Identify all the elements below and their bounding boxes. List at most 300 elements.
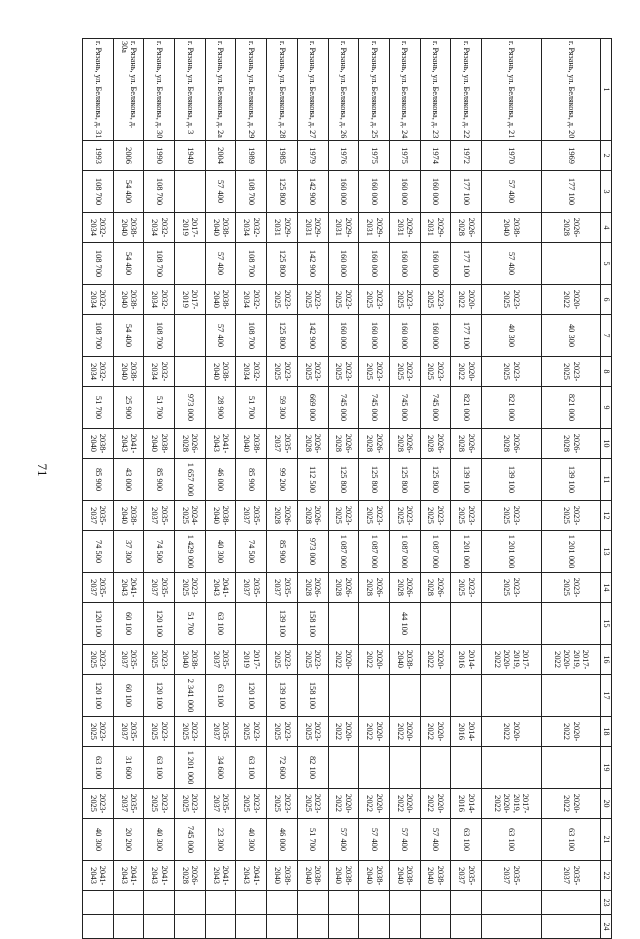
address-cell: г. Рязань, ул. Белякова, д. 27	[297, 39, 328, 141]
table-cell	[328, 675, 359, 717]
table-row	[236, 39, 267, 939]
table-cell: 51 700	[83, 387, 114, 429]
table-cell	[389, 891, 420, 915]
table-cell: 108 700	[83, 243, 114, 285]
table-cell	[451, 603, 482, 645]
table-cell: 40 300	[205, 531, 236, 573]
table-cell: 25 900	[113, 387, 144, 429]
table-cell: 2020-2022	[451, 357, 482, 387]
table-cell: 2041-2043	[205, 861, 236, 891]
table-cell	[83, 915, 114, 939]
table-cell	[481, 891, 541, 915]
table-cell: 2020-2022	[328, 789, 359, 819]
table-cell: 2023-2025	[389, 285, 420, 315]
table-cell: 2006	[113, 141, 144, 171]
column-number-20: 20	[601, 789, 612, 819]
column-number-17: 17	[601, 675, 612, 717]
table-cell: 2026-2028	[297, 573, 328, 603]
table-cell: 2032-2034	[144, 285, 175, 315]
table-row	[175, 39, 206, 939]
table-cell	[481, 747, 541, 789]
address-cell: г. Рязань, ул. Белякова, д. 30	[144, 39, 175, 141]
table-cell: 2035-2037	[267, 429, 298, 459]
table-cell: 2014-2016	[451, 645, 482, 675]
table-cell	[359, 603, 390, 645]
table-cell: 40 300	[481, 315, 541, 357]
table-cell: 51 700	[236, 387, 267, 429]
table-cell: 74 500	[83, 531, 114, 573]
table-cell: 63 100	[205, 675, 236, 717]
table-cell: 2041-2043	[144, 861, 175, 891]
table-cell: 2020-2022	[451, 285, 482, 315]
table-cell: 1993	[83, 141, 114, 171]
address-cell: г. Рязань, ул. Белякова, д. 22	[451, 39, 482, 141]
table-cell: 85 900	[83, 459, 114, 501]
address-cell: г. Рязань, ул. Белякова, д. 2а	[205, 39, 236, 141]
table-cell: 57 400	[389, 819, 420, 861]
table-cell	[420, 891, 451, 915]
table-cell: 2026-2028	[541, 429, 601, 459]
table-cell: 63 100	[236, 747, 267, 789]
table-cell	[359, 915, 390, 939]
table-cell: 2032-2034	[83, 285, 114, 315]
table-cell	[541, 915, 601, 939]
table-cell: 160 000	[420, 243, 451, 285]
table-cell: 2020-2022	[359, 645, 390, 675]
table-cell	[541, 603, 601, 645]
table-cell: 177 100	[451, 243, 482, 285]
table-cell: 2023-2025	[297, 789, 328, 819]
table-cell: 2038-2040	[175, 645, 206, 675]
table-cell: 158 100	[297, 675, 328, 717]
table-cell: 2020-2022	[420, 789, 451, 819]
table-row	[328, 39, 359, 939]
table-cell: 2026-2028	[175, 861, 206, 891]
table-cell: 40 300	[144, 819, 175, 861]
table-cell: 2035-2037	[451, 861, 482, 891]
table-cell: 1 201 000	[481, 531, 541, 573]
table-cell	[175, 357, 206, 387]
table-row	[144, 39, 175, 939]
table-cell: 120 100	[83, 675, 114, 717]
address-cell: г. Рязань, ул. Белякова, д. 29	[236, 39, 267, 141]
column-number-row	[601, 39, 612, 939]
table-cell: 2024-2025	[175, 501, 206, 531]
table-cell: 74 500	[236, 531, 267, 573]
table-cell	[175, 243, 206, 285]
table-cell: 2023-2025	[175, 717, 206, 747]
table-cell	[451, 915, 482, 939]
table-cell	[175, 915, 206, 939]
table-cell: 745 000	[328, 387, 359, 429]
column-number-3: 3	[601, 171, 612, 213]
table-cell: 2035-2037	[83, 501, 114, 531]
table-cell: 2041-2043	[205, 429, 236, 459]
table-cell: 1989	[236, 141, 267, 171]
table-cell: 57 400	[205, 315, 236, 357]
table-cell: 57 400	[420, 819, 451, 861]
column-number-22: 22	[601, 861, 612, 891]
table-cell: 1969	[541, 141, 601, 171]
table-cell: 74 500	[144, 531, 175, 573]
table-cell: 2020-2022	[328, 645, 359, 675]
table-cell: 160 000	[389, 171, 420, 213]
table-cell: 54 400	[113, 315, 144, 357]
table-cell: 2032-2034	[83, 357, 114, 387]
column-number-18: 18	[601, 717, 612, 747]
table-cell: 2020-2022	[389, 717, 420, 747]
column-number-1: 1	[601, 39, 612, 141]
table-cell: 59 300	[267, 387, 298, 429]
table-cell: 1 201 000	[175, 747, 206, 789]
column-number-24: 24	[601, 915, 612, 939]
table-cell: 2023-2025	[481, 285, 541, 315]
table-cell	[175, 171, 206, 213]
table-cell: 108 700	[236, 315, 267, 357]
table-cell: 973 000	[175, 387, 206, 429]
table-cell	[205, 915, 236, 939]
table-cell	[420, 675, 451, 717]
column-number-10: 10	[601, 429, 612, 459]
table-cell: 2041-2043	[205, 573, 236, 603]
table-cell: 2023-2025	[144, 645, 175, 675]
table-cell: 2041-2043	[236, 861, 267, 891]
table-cell: 44 100	[389, 603, 420, 645]
table-cell: 745 000	[175, 819, 206, 861]
table-cell: 1970	[481, 141, 541, 171]
table-cell: 2026-2028	[451, 429, 482, 459]
table-cell: 63 100	[205, 603, 236, 645]
table-cell: 2029-2031	[359, 213, 390, 243]
table-cell: 2035-2037	[541, 861, 601, 891]
table-cell: 2032-2034	[236, 357, 267, 387]
table-cell	[451, 747, 482, 789]
column-number-13: 13	[601, 531, 612, 573]
table-cell: 139 100	[541, 459, 601, 501]
table-row	[83, 39, 114, 939]
table-cell: 177 100	[541, 171, 601, 213]
address-cell: г. Рязань, ул. Белякова, д. 21	[481, 39, 541, 141]
table-cell: 2038-2040	[420, 861, 451, 891]
table-cell: 63 100	[144, 747, 175, 789]
table-cell: 51 700	[144, 387, 175, 429]
table-cell: 43 000	[113, 459, 144, 501]
table-cell: 63 100	[451, 819, 482, 861]
table-row	[205, 39, 236, 939]
table-cell: 125 800	[267, 171, 298, 213]
table-cell	[420, 603, 451, 645]
table-cell: 2038-2040	[236, 429, 267, 459]
table-cell	[541, 675, 601, 717]
table-row	[267, 39, 298, 939]
table-cell	[328, 603, 359, 645]
address-cell: г. Рязань, ул. Белякова, д. 25	[359, 39, 390, 141]
table-cell: 160 000	[328, 171, 359, 213]
table-cell: 2026-2028	[541, 213, 601, 243]
table-cell: 23 300	[205, 819, 236, 861]
table-cell: 63 100	[83, 747, 114, 789]
table-cell: 2029-2031	[267, 213, 298, 243]
table-cell	[541, 891, 601, 915]
table-cell: 108 700	[144, 243, 175, 285]
table-cell: 2020-2022	[541, 789, 601, 819]
table-cell: 2020-2022	[328, 717, 359, 747]
table-cell: 669 000	[297, 387, 328, 429]
table-cell: 2038-2040	[328, 861, 359, 891]
table-cell: 40 300	[83, 819, 114, 861]
table-body	[83, 39, 602, 939]
table-cell: 2041-2043	[113, 573, 144, 603]
table-cell: 2020-2022	[420, 717, 451, 747]
table-cell: 2020-2022	[359, 789, 390, 819]
table-cell: 1 657 000	[175, 459, 206, 501]
column-number-16: 16	[601, 645, 612, 675]
table-cell: 34 600	[205, 747, 236, 789]
table-cell: 85 900	[236, 459, 267, 501]
table-cell: 2023-2025	[267, 357, 298, 387]
column-number-15: 15	[601, 603, 612, 645]
table-cell: 1 429 000	[175, 531, 206, 573]
column-number-11: 11	[601, 459, 612, 501]
table-cell: 31 600	[113, 747, 144, 789]
table-cell	[541, 243, 601, 285]
table-cell: 2017-2019, 2020-2022	[481, 645, 541, 675]
data-table	[82, 38, 612, 939]
table-cell: 821 000	[451, 387, 482, 429]
table-cell: 160 000	[389, 243, 420, 285]
table-cell: 2023-2025	[297, 645, 328, 675]
table-cell: 40 300	[236, 819, 267, 861]
table-cell: 2038-2040	[113, 501, 144, 531]
table-cell: 2035-2037	[144, 573, 175, 603]
table-cell: 2023-2025	[359, 501, 390, 531]
table-row	[420, 39, 451, 939]
table-cell: 2038-2040	[144, 429, 175, 459]
table-cell: 160 000	[328, 243, 359, 285]
rotated-table-area	[82, 38, 612, 931]
table-cell	[481, 915, 541, 939]
table-cell: 2038-2040	[481, 213, 541, 243]
table-cell: 2026-2028	[481, 429, 541, 459]
table-cell: 125 800	[420, 459, 451, 501]
table-cell: 745 000	[359, 387, 390, 429]
table-cell: 2017-2019	[175, 213, 206, 243]
table-cell: 2026-2028	[359, 429, 390, 459]
table-cell: 37 300	[113, 531, 144, 573]
table-cell: 2023-2025	[541, 573, 601, 603]
table-cell: 2026-2028	[328, 429, 359, 459]
column-number-19: 19	[601, 747, 612, 789]
table-cell: 2035-2037	[481, 861, 541, 891]
table-cell: 160 000	[359, 315, 390, 357]
table-cell: 2023-2025	[420, 285, 451, 315]
table-cell	[175, 891, 206, 915]
table-cell: 2032-2034	[236, 213, 267, 243]
table-cell: 120 100	[144, 675, 175, 717]
table-cell: 2014-2016	[451, 717, 482, 747]
table-cell: 2035-2037	[113, 789, 144, 819]
address-cell: г. Рязань, ул. Белякова, д. 24	[389, 39, 420, 141]
table-cell: 2026-2028	[420, 573, 451, 603]
table-cell: 54 400	[113, 243, 144, 285]
page-number: 71	[35, 463, 50, 477]
table-cell	[389, 747, 420, 789]
table-cell	[389, 675, 420, 717]
table-cell: 2041-2043	[113, 861, 144, 891]
table-cell: 120 100	[83, 603, 114, 645]
table-cell: 2023-2025	[481, 501, 541, 531]
table-cell: 2023-2025	[359, 357, 390, 387]
table-cell	[297, 915, 328, 939]
table-cell: 2026-2028	[297, 501, 328, 531]
table-cell: 2038-2040	[113, 357, 144, 387]
table-cell: 125 800	[328, 459, 359, 501]
table-cell: 2023-2025	[328, 501, 359, 531]
table-cell: 82 100	[297, 747, 328, 789]
table-cell: 2032-2034	[144, 213, 175, 243]
table-cell: 1976	[328, 141, 359, 171]
table-cell: 2035-2037	[144, 501, 175, 531]
table-cell: 2029-2031	[420, 213, 451, 243]
table-cell: 1 201 000	[541, 531, 601, 573]
table-cell: 1 201 000	[451, 531, 482, 573]
table-cell: 99 200	[267, 459, 298, 501]
table-cell	[267, 891, 298, 915]
table-cell: 2023-2025	[267, 285, 298, 315]
table-cell: 2023-2025	[144, 717, 175, 747]
table-cell: 2038-2040	[267, 861, 298, 891]
table-row	[481, 39, 541, 939]
table-cell	[236, 891, 267, 915]
table-cell: 2035-2037	[205, 645, 236, 675]
table-cell: 46 000	[267, 819, 298, 861]
table-cell	[420, 747, 451, 789]
table-cell: 51 700	[175, 603, 206, 645]
table-cell: 139 100	[481, 459, 541, 501]
table-cell	[175, 315, 206, 357]
table-cell: 160 000	[359, 243, 390, 285]
table-cell: 2026-2028	[175, 429, 206, 459]
table-cell	[113, 915, 144, 939]
table-cell: 54 400	[113, 171, 144, 213]
table-cell: 2020-2022	[541, 717, 601, 747]
table-row	[541, 39, 601, 939]
table-cell: 112 500	[297, 459, 328, 501]
table-cell: 2023-2025	[541, 357, 601, 387]
table-cell	[389, 915, 420, 939]
table-cell: 2023-2025	[481, 357, 541, 387]
table-cell	[359, 747, 390, 789]
table-cell: 1 087 000	[328, 531, 359, 573]
table-cell	[297, 891, 328, 915]
table-cell: 821 000	[541, 387, 601, 429]
table-cell: 51 700	[297, 819, 328, 861]
table-row	[297, 39, 328, 939]
table-cell: 142 900	[297, 315, 328, 357]
table-cell: 973 000	[297, 531, 328, 573]
table-cell: 2023-2025	[83, 717, 114, 747]
column-number-21: 21	[601, 819, 612, 861]
table-cell: 2023-2025	[267, 645, 298, 675]
table-cell	[328, 747, 359, 789]
table-cell: 57 400	[481, 243, 541, 285]
table-cell: 2020-2022	[389, 789, 420, 819]
table-cell	[541, 747, 601, 789]
table-cell: 2032-2034	[83, 213, 114, 243]
table-cell: 139 100	[451, 459, 482, 501]
table-cell	[144, 915, 175, 939]
table-cell	[481, 675, 541, 717]
table-cell: 142 900	[297, 171, 328, 213]
table-cell: 2023-2025	[481, 573, 541, 603]
table-cell: 108 700	[83, 315, 114, 357]
table-cell: 2026-2028	[297, 429, 328, 459]
table-cell: 2017-2019, 2020-2022	[481, 789, 541, 819]
table-cell: 57 400	[205, 171, 236, 213]
table-cell	[144, 891, 175, 915]
table-cell: 2023-2025	[328, 357, 359, 387]
column-number-2: 2	[601, 141, 612, 171]
table-cell	[236, 603, 267, 645]
address-cell: г. Рязань, ул. Белякова, д. 3	[175, 39, 206, 141]
table-cell: 2041-2043	[113, 429, 144, 459]
table-cell: 1 087 000	[359, 531, 390, 573]
table-cell: 2026-2028	[328, 573, 359, 603]
column-number-12: 12	[601, 501, 612, 531]
table-cell: 2026-2028	[389, 429, 420, 459]
table-cell: 2023-2025	[236, 717, 267, 747]
table-cell: 2004	[205, 141, 236, 171]
table-cell: 60 100	[113, 603, 144, 645]
table-sheet	[82, 38, 612, 931]
address-cell: г. Рязань, ул. Белякова, д. 20	[541, 39, 601, 141]
table-cell: 2023-2025	[83, 789, 114, 819]
table-cell: 2035-2037	[236, 573, 267, 603]
column-number-8: 8	[601, 357, 612, 387]
column-number-5: 5	[601, 243, 612, 285]
table-cell: 1985	[267, 141, 298, 171]
table-cell: 160 000	[420, 315, 451, 357]
table-cell: 1974	[420, 141, 451, 171]
table-cell	[236, 915, 267, 939]
address-cell: г. Рязань, ул. Белякова, д. 31	[83, 39, 114, 141]
table-cell: 120 100	[144, 603, 175, 645]
address-cell: г. Рязань, ул. Белякова, д. 23	[420, 39, 451, 141]
table-cell: 177 100	[451, 315, 482, 357]
table-cell: 2032-2034	[236, 285, 267, 315]
table-cell	[451, 675, 482, 717]
column-number-4: 4	[601, 213, 612, 243]
table-cell: 2038-2040	[113, 285, 144, 315]
table-cell: 2020-2022	[481, 717, 541, 747]
table-cell: 821 000	[481, 387, 541, 429]
column-number-9: 9	[601, 387, 612, 429]
table-cell: 108 700	[144, 171, 175, 213]
table-cell: 2029-2031	[328, 213, 359, 243]
table-cell: 1940	[175, 141, 206, 171]
table-cell: 2035-2037	[205, 789, 236, 819]
table-cell: 85 900	[267, 531, 298, 573]
table-cell: 2035-2037	[205, 717, 236, 747]
table-cell: 2020-2022	[541, 285, 601, 315]
table-cell: 2023-2025	[451, 573, 482, 603]
table-cell: 63 100	[541, 819, 601, 861]
table-cell	[328, 915, 359, 939]
table-cell: 2038-2040	[205, 285, 236, 315]
table-cell: 2038-2040	[205, 213, 236, 243]
table-cell: 108 700	[236, 243, 267, 285]
table-cell: 1 087 000	[420, 531, 451, 573]
